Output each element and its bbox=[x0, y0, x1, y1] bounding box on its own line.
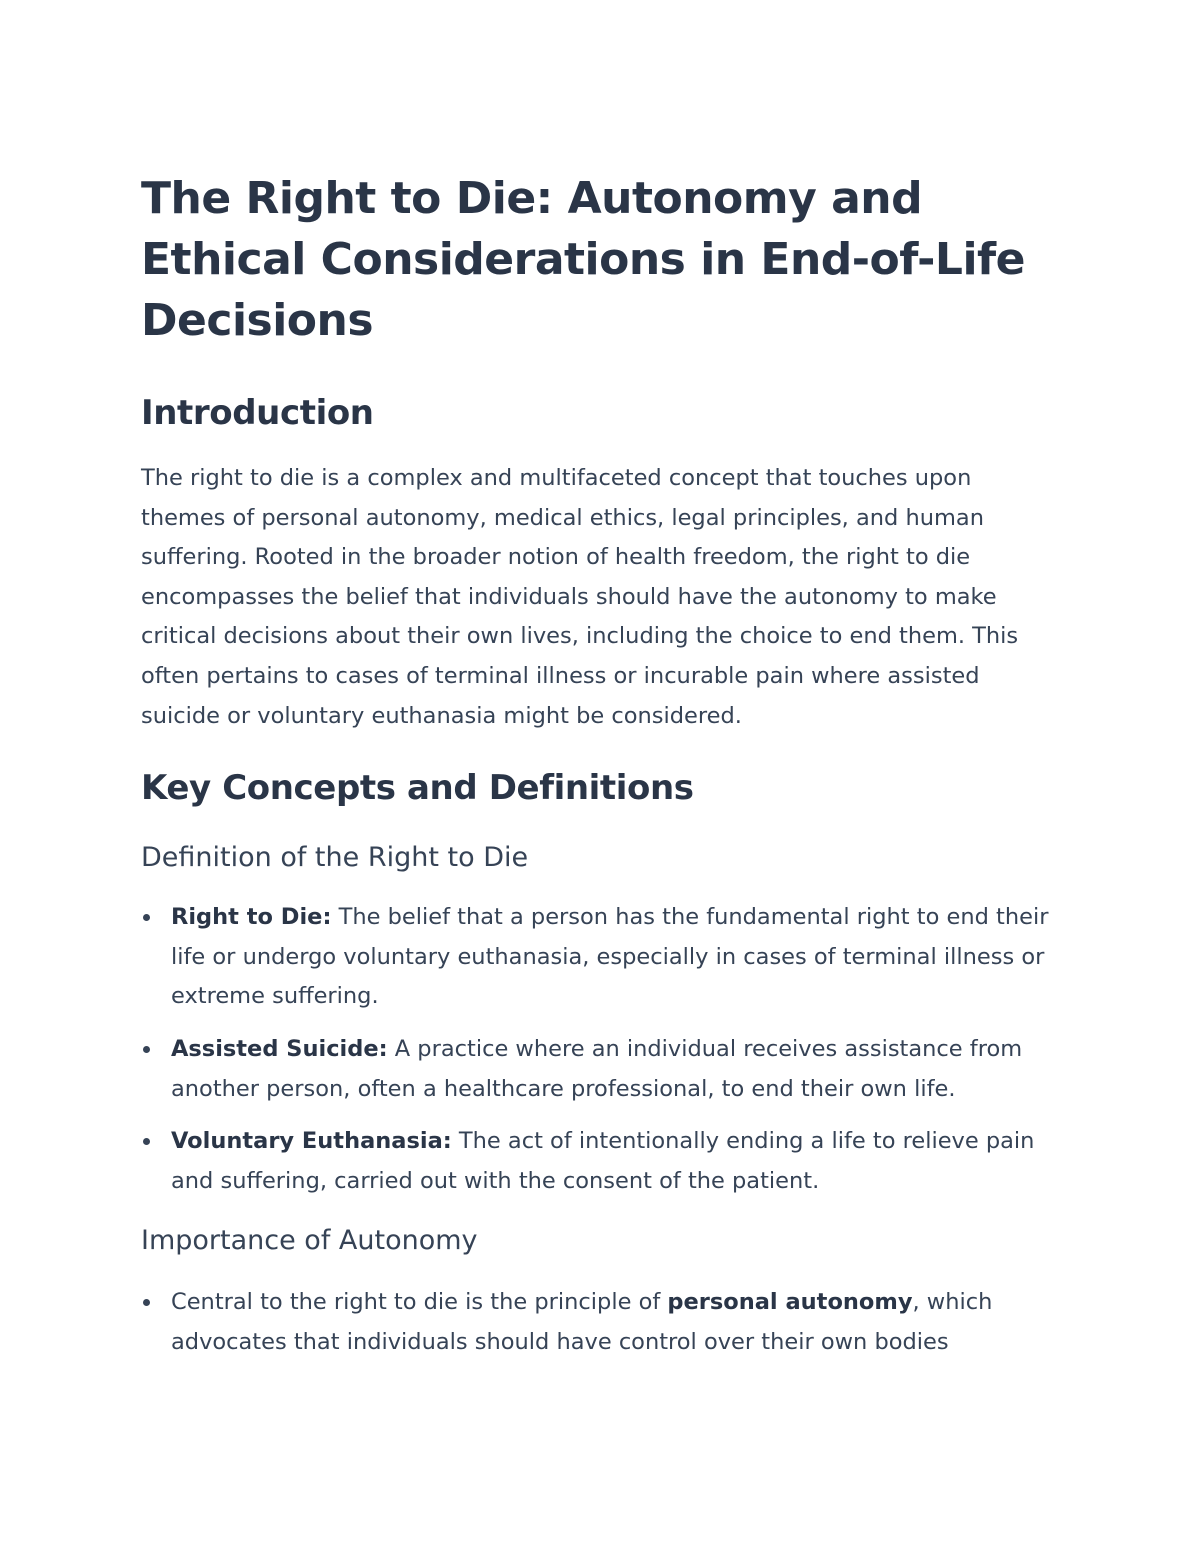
item-text-bold: personal autonomy bbox=[667, 1289, 913, 1316]
term-definition: A practice where an individual receives assistance from another person, often a healthcare professional, to end their own life. bbox=[171, 1035, 1023, 1102]
list-item-voluntary-euthanasia bbox=[141, 1122, 1061, 1201]
bullet-icon bbox=[143, 914, 150, 921]
definition-list bbox=[141, 898, 1061, 1201]
item-text-before: Central to the right to die is the principle of bbox=[171, 1289, 668, 1316]
autonomy-list bbox=[141, 1283, 1061, 1362]
document-title: The Right to Die: Autonomy and Ethical Considerations in End-of-Life Decisions bbox=[141, 173, 1026, 346]
document-page bbox=[141, 168, 1061, 1363]
term-definition: The belief that a person has the fundamental right to end their life or undergo voluntary euthanasia, especially in cases of terminal illness or extreme suffering. bbox=[171, 904, 1049, 1010]
item-text-after: , which advocates that individuals should have control over their own bodies bbox=[171, 1289, 993, 1355]
key-concepts-heading: Key Concepts and Definitions bbox=[141, 768, 694, 809]
list-item-right-to-die bbox=[141, 898, 1061, 1017]
bullet-icon bbox=[143, 1138, 150, 1145]
autonomy-subheading: Importance of Autonomy bbox=[141, 1225, 478, 1257]
term-label: Right to Die: bbox=[171, 904, 332, 931]
bullet-icon bbox=[143, 1299, 150, 1306]
definition-subheading: Definition of the Right to Die bbox=[141, 842, 529, 874]
introduction-heading: Introduction bbox=[141, 393, 374, 433]
term-label: Assisted Suicide: bbox=[171, 1035, 388, 1062]
bullet-icon bbox=[143, 1046, 150, 1053]
introduction-paragraph: The right to die is a complex and multifaceted concept that touches upon themes of personal autonomy, medical ethics, legal principles, and human suffering. Rooted in the broader notion of health freedom, the right to die encompasses the belief that individuals should have the autonomy to make critical decisions about their own lives, including the choice to end them. This often pertains to cases of terminal illness or incurable pain where assisted suicide or voluntary euthanasia might be considered. bbox=[141, 465, 1019, 729]
list-item-personal-autonomy bbox=[141, 1283, 1061, 1362]
list-item-assisted-suicide bbox=[141, 1030, 1061, 1109]
term-label: Voluntary Euthanasia: bbox=[171, 1128, 452, 1155]
term-definition: The act of intentionally ending a life to relieve pain and suffering, carried out with the consent of the patient. bbox=[171, 1128, 1035, 1194]
